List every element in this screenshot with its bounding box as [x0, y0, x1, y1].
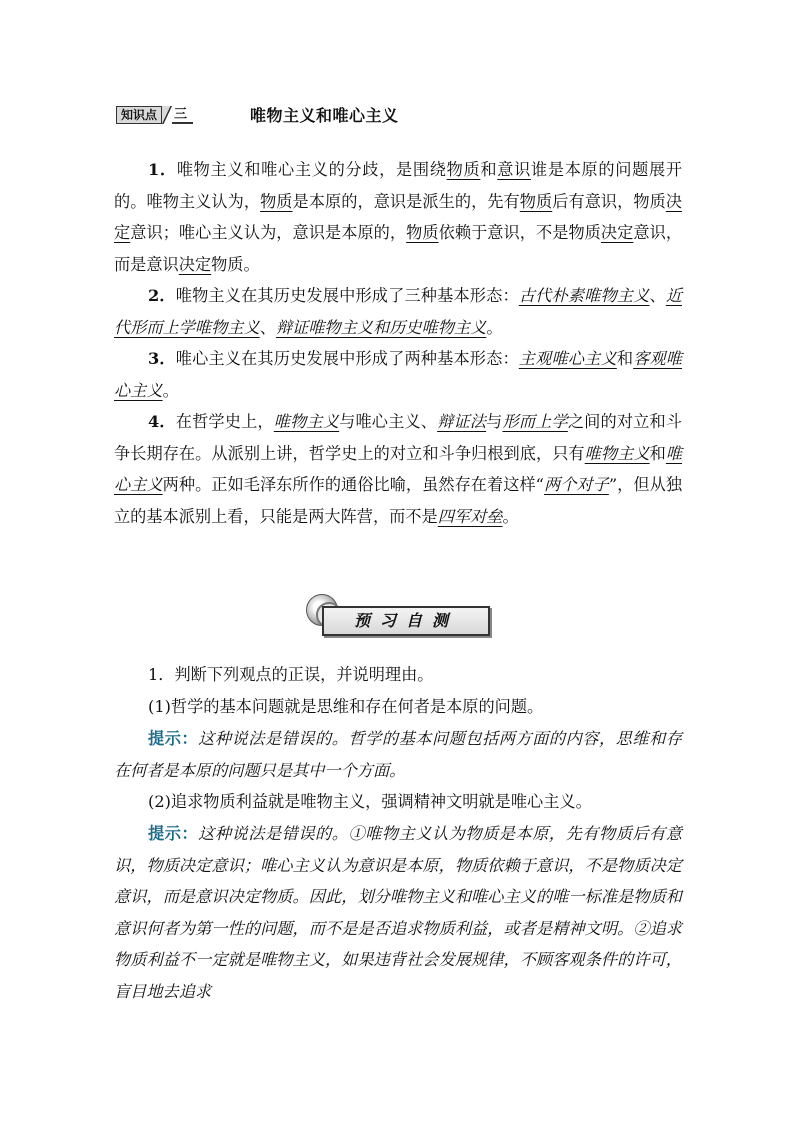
point-number: 4．	[148, 412, 176, 431]
underlined-term: 辩证唯物主义和历史唯物主义	[275, 317, 487, 337]
underlined-term: 形而上学	[502, 412, 568, 431]
question-1: (1)哲学的基本问题就是思维和存在何者是本原的问题。	[148, 697, 544, 716]
text-segment: 。	[162, 380, 179, 400]
point-number: 1．	[148, 160, 177, 179]
text-segment: 与	[486, 412, 503, 431]
text-segment: ”，但从独立的基本派别上看，只能是两大阵营，而不是	[114, 475, 683, 526]
text-segment: 、	[259, 317, 276, 337]
text-segment: 后有意识，物质	[552, 191, 666, 211]
underlined-term: 物质	[260, 191, 293, 211]
underlined-term: 物质	[519, 191, 553, 211]
answer-1-text: 这种说法是错误的。哲学的基本问题包括两方面的内容，思维和存在何者是本原的问题只是其中一个方面。	[114, 729, 683, 780]
point-paragraph	[114, 154, 682, 280]
answer-2-text: 这种说法是错误的。①唯物主义认为物质是本原，先有物质后有意识，物质决定意识；唯心主义认为意识是本原，物质依赖于意识，不是物质决定意识，而是意识决定物质。因此，划分唯物主义和唯心主义的唯一标准是物质和意识何者为第一性的问题，而不是是否追求物质利益，或者是精神文明。②追求物质利益不一定就是唯物主义，如果违背社会发展规律，不顾客观条件的许可，盲目地去追求	[114, 824, 683, 1001]
underlined-term: 唯心主义	[114, 443, 683, 494]
point-number: 3．	[148, 349, 176, 368]
underlined-term: 唯物主义	[584, 443, 650, 463]
hint-label: 提示：	[148, 824, 199, 843]
underlined-term: 决定	[600, 223, 634, 242]
underlined-term: 近代形而上学唯物主义	[114, 286, 683, 337]
point-number: 2．	[148, 286, 176, 305]
text-segment: 是本原的，意识是派生的，先有	[292, 191, 520, 211]
underlined-term: 决定	[178, 254, 212, 274]
text-segment: 之间的对立和斗争长期存在。从派别上讲，哲学史上的对立和斗争归根到底，只有	[114, 412, 683, 463]
point-paragraph	[114, 343, 682, 406]
section-header	[116, 104, 716, 128]
banner-label: 预习自测	[322, 606, 490, 636]
knowledge-point-tag	[116, 106, 193, 124]
underlined-term: 意识	[497, 160, 531, 179]
text-segment: 唯物主义在其历史发展中形成了三种基本形态：	[175, 286, 519, 305]
underlined-term: 物质	[446, 160, 481, 179]
text-segment: 唯物主义和唯心主义的分歧，是围绕	[176, 160, 447, 179]
underlined-term: 两个对子	[543, 475, 609, 494]
point-paragraph	[114, 280, 682, 343]
text-segment: 意识；唯心主义认为，意识是本原的，	[130, 223, 407, 242]
text-segment: 唯心主义在其历史发展中形成了两种基本形态：	[175, 349, 519, 368]
text-segment: 在哲学史上，	[175, 412, 274, 431]
text-segment: 和	[480, 160, 498, 179]
underlined-term: 四军对垒	[437, 506, 503, 526]
text-segment: 两种。正如毛泽东所作的通俗比喻，虽然存在着这样“	[162, 475, 544, 494]
text-segment: 。	[502, 506, 519, 526]
point-paragraph	[114, 406, 682, 532]
underlined-term: 古代朴素唯物主义	[518, 286, 650, 305]
tag-number: 三	[172, 106, 193, 124]
preview-self-test-banner	[306, 594, 488, 638]
underlined-term: 辩证法	[437, 412, 487, 431]
hint-label: 提示：	[148, 729, 199, 748]
underlined-term: 物质	[406, 223, 439, 242]
text-segment: 和	[616, 349, 634, 368]
underlined-term: 唯物主义	[273, 412, 340, 431]
answer-1	[114, 723, 682, 786]
section-title: 唯物主义和唯心主义	[250, 106, 399, 125]
tag-slash-decoration	[162, 106, 172, 124]
text-segment: 、	[649, 286, 666, 305]
underlined-term: 主观唯心主义	[518, 349, 617, 368]
tag-label: 知识点	[116, 106, 162, 124]
text-segment: 与唯心主义、	[339, 412, 438, 431]
question-2: (2)追求物质利益就是唯物主义，强调精神文明就是唯心主义。	[148, 792, 592, 811]
underlined-term: 客观唯心主义	[114, 349, 683, 400]
text-segment: 谁是本原的问题展开的。唯物主义认为，	[114, 160, 683, 211]
exercise-intro: 1．判断下列观点的正误，并说明理由。	[148, 665, 434, 684]
text-segment: 和	[649, 443, 666, 463]
text-segment: 意识，而是意识	[114, 223, 683, 274]
text-segment: 。	[486, 317, 503, 337]
text-segment: 依赖于意识，不是物质	[438, 223, 601, 242]
answer-2	[114, 818, 682, 1007]
text-segment: 物质。	[211, 254, 260, 274]
underlined-term: 决定	[114, 191, 683, 242]
